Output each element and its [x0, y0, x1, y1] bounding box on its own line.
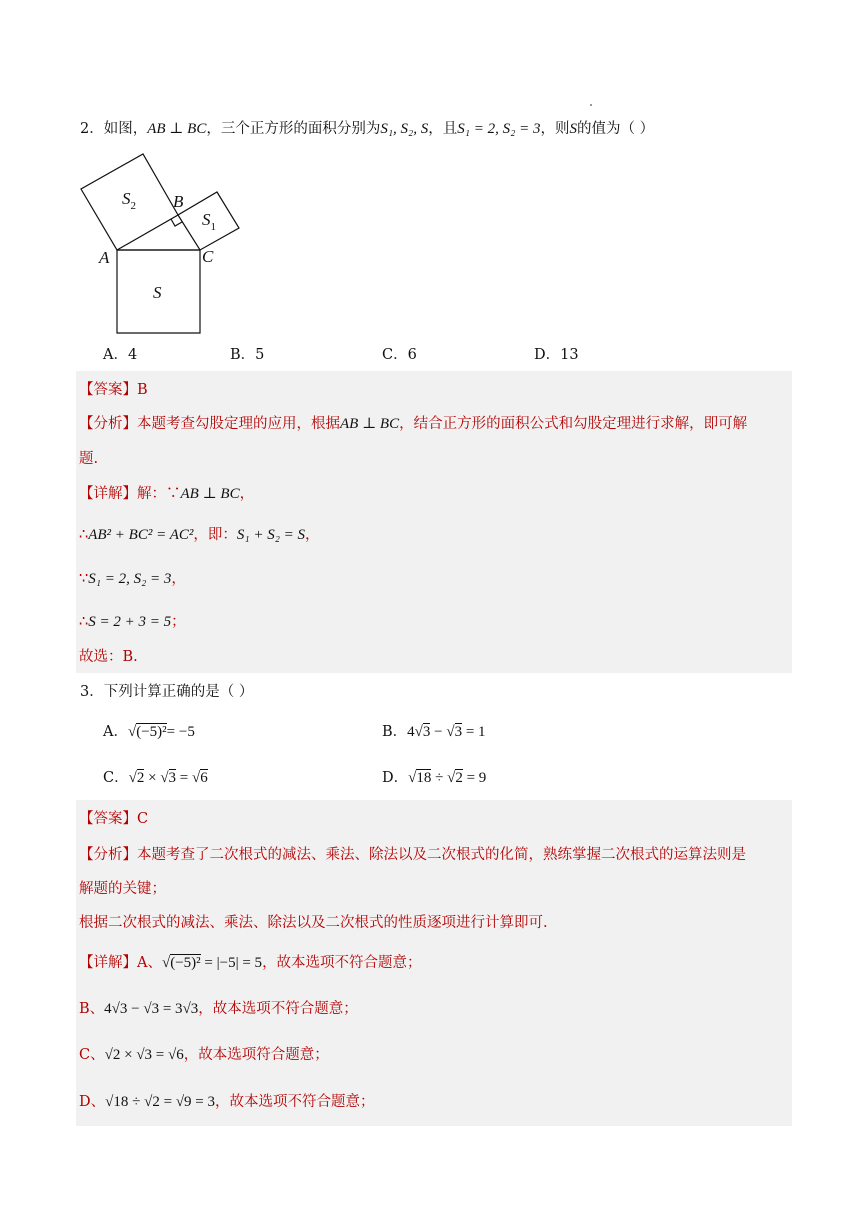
q2-option-c: C．6	[382, 347, 417, 363]
q3-detail-a-tail: ，故本选项不符合题意；	[262, 955, 422, 971]
q3-detail-c-r3: 6	[176, 1047, 184, 1063]
q2-mid2: ，且	[428, 121, 458, 137]
q2-answer: 【答案】B	[79, 382, 148, 398]
q2-detail-tag: 【详解】	[79, 486, 137, 502]
q2-areas: S₁, S₂, S	[380, 121, 429, 137]
q2-mid: ，三个正方形的面积分别为	[206, 121, 381, 137]
q3-detail-a: 【详解】A、√(−5)² = |−5| = 5，故本选项不符合题意；	[79, 955, 422, 971]
q2-analysis-tag: 【分析】	[79, 416, 137, 432]
q2-detail-4b: S = 2 + 3 = 5	[88, 614, 172, 630]
q3-option-c: C．√2 × √3 = √6	[103, 770, 208, 786]
q2-detail-1c: ，	[239, 486, 255, 502]
q3-analysis-line3: 根据二次根式的减法、乘法、除法以及二次根式的性质逐项进行计算即可.	[79, 915, 548, 931]
q2-stem	[80, 119, 654, 139]
q3-option-a: A．√(−5)²= −5	[103, 724, 195, 740]
q2-analysis-text1: 本题考查勾股定理的应用，根据	[137, 416, 340, 432]
q2-detail-line5: 故选：B.	[79, 649, 138, 665]
q3-analysis-line1	[79, 845, 746, 865]
q2-analysis-cond: AB ⊥ BC	[340, 416, 400, 432]
q3-detail-d-r3: 9	[184, 1094, 192, 1110]
q3-analysis-tag: 【分析】	[79, 847, 137, 863]
q2-option-a: A．4	[103, 347, 138, 363]
q2-detail-line4	[79, 612, 186, 632]
q3-option-b-r2: 3	[454, 724, 463, 740]
q2-detail-4c: ；	[171, 614, 186, 630]
q2-detail-2e: ，	[305, 527, 320, 543]
q3-option-c-r3: 6	[200, 770, 208, 786]
q3-option-b-r1: 3	[422, 724, 431, 740]
q3-analysis-line2: 解题的关键；	[79, 881, 166, 897]
q3-option-d-label: D．	[382, 770, 409, 786]
q2-condition: AB ⊥ BC	[147, 121, 207, 137]
q2-tail2: 的值为（ ）	[576, 121, 655, 137]
q3-detail-b-r1: 3	[119, 1001, 128, 1017]
q3-detail-d-pre: D、	[79, 1094, 106, 1110]
q2-detail-4a: ∴	[79, 614, 89, 630]
q3-detail-b-tail: ，故本选项不符合题意；	[198, 1001, 358, 1017]
q2-detail-2c: ，即：	[193, 527, 237, 543]
q3-detail-d-eq2: = 3	[191, 1094, 216, 1110]
q3-detail-c-r2: 3	[144, 1047, 153, 1063]
label-c: C	[202, 247, 214, 266]
q2-given: S₁ = 2, S₂ = 3	[457, 121, 541, 137]
q3-detail-d-r1: 18	[113, 1094, 129, 1110]
q3-option-b-rhs: = 1	[462, 724, 486, 740]
q3-detail-d-tail: ，故本选项不符合题意；	[215, 1094, 375, 1110]
q3-option-c-r2: 3	[168, 770, 177, 786]
q2-analysis-line1	[79, 414, 747, 434]
q3-detail-d-r2: 2	[152, 1094, 160, 1110]
scan-dot	[590, 104, 592, 106]
q2-detail-2a: ∴	[79, 527, 89, 543]
q2-detail-line1	[79, 484, 254, 504]
q3-detail-c-op: ×	[120, 1047, 137, 1063]
q3-detail-a-rest: = |−5| = 5	[200, 955, 263, 971]
q2-detail-3c: ，	[171, 571, 186, 587]
q3-detail-b-pre: B、	[79, 1001, 105, 1017]
q2-tail: ，则	[540, 121, 570, 137]
q3-option-c-r1: 2	[136, 770, 145, 786]
q3-detail-d-eq: =	[159, 1094, 176, 1110]
q2-analysis-line2: 题.	[79, 451, 99, 467]
q3-detail-b-r2: 3	[151, 1001, 160, 1017]
q3-detail-b-coef: 4	[104, 1001, 112, 1017]
q3-option-b: B．4√3 − √3 = 1	[382, 724, 486, 740]
label-a: A	[99, 248, 110, 267]
q3-option-d-rhs: = 9	[462, 770, 487, 786]
q3-detail-a-radicand: (−5)²	[170, 955, 201, 971]
q3-option-b-coef: 4	[407, 724, 415, 740]
q2-detail-2b: AB² + BC² = AC²	[88, 527, 194, 543]
q3-detail-d: D、√18 ÷ √2 = √9 = 3，故本选项不符合题意；	[79, 1094, 375, 1110]
q2-prefix: 如图，	[103, 121, 148, 137]
q2-detail-2d: S₁ + S₂ = S	[236, 527, 306, 543]
q3-option-d-r2: 2	[455, 770, 463, 786]
q2-analysis-text2: ，结合正方形的面积公式和勾股定理进行求解，即可解	[399, 416, 748, 432]
q3-option-a-label: A．	[103, 724, 128, 740]
label-s: S	[153, 283, 162, 302]
label-s2: $S_2$	[122, 189, 136, 212]
right-angle-mark	[171, 219, 182, 226]
q2-detail-line3	[79, 569, 186, 589]
q3-detail-d-op: ÷	[128, 1094, 145, 1110]
q3-detail-c-tail: ，故本选项符合题意；	[183, 1047, 329, 1063]
q3-answer: 【答案】C	[79, 811, 149, 827]
q3-detail-a-pre: A、	[137, 955, 162, 971]
q3-option-d: D．√18 ÷ √2 = 9	[382, 770, 487, 786]
q2-detail-3b: S₁ = 2, S₂ = 3	[88, 571, 172, 587]
q3-detail-b-r3: 3	[190, 1001, 199, 1017]
q3-detail-b-eq: = 3	[159, 1001, 183, 1017]
q2-tail-s: S	[569, 121, 577, 137]
q3-detail-b-op: −	[127, 1001, 144, 1017]
q3-option-b-op: −	[430, 724, 447, 740]
q3-option-b-label: B．	[382, 724, 408, 740]
q3-option-c-eq: =	[176, 770, 193, 786]
q2-detail-1a: 解：∵	[137, 486, 181, 502]
q3-option-c-op: ×	[144, 770, 161, 786]
q3-detail-c-r1: 2	[112, 1047, 121, 1063]
q3-analysis-text1: 本题考查了二次根式的减法、乘法、除法以及二次根式的化简，熟练掌握二次根式的运算法则是	[137, 847, 746, 863]
q3-detail-c: C、√2 × √3 = √6，故本选项符合题意；	[79, 1047, 329, 1063]
q3-option-c-label: C．	[103, 770, 129, 786]
q3-option-d-op: ÷	[431, 770, 448, 786]
q3-detail-c-pre: C、	[79, 1047, 105, 1063]
q2-number: 2．	[80, 121, 104, 137]
q2-detail-1b: AB ⊥ BC	[180, 486, 240, 502]
q3-option-d-r1: 18	[416, 770, 432, 786]
label-b: B	[173, 192, 184, 211]
label-s1: $S_1$	[202, 210, 216, 233]
q2-option-d: D．13	[534, 347, 579, 363]
q3-detail-c-eq: =	[152, 1047, 169, 1063]
q3-stem: 3．下列计算正确的是（ ）	[80, 684, 254, 700]
q3-option-a-radicand: (−5)²	[136, 724, 167, 740]
q3-option-a-rhs: = −5	[166, 724, 195, 740]
q2-option-b: B．5	[230, 347, 265, 363]
q2-detail-line2	[79, 525, 320, 545]
q2-detail-3a: ∵	[79, 571, 89, 587]
q3-detail-b: B、4√3 − √3 = 3√3，故本选项不符合题意；	[79, 1001, 358, 1017]
q3-detail-tag: 【详解】	[79, 955, 137, 971]
pythagoras-figure	[70, 150, 260, 340]
